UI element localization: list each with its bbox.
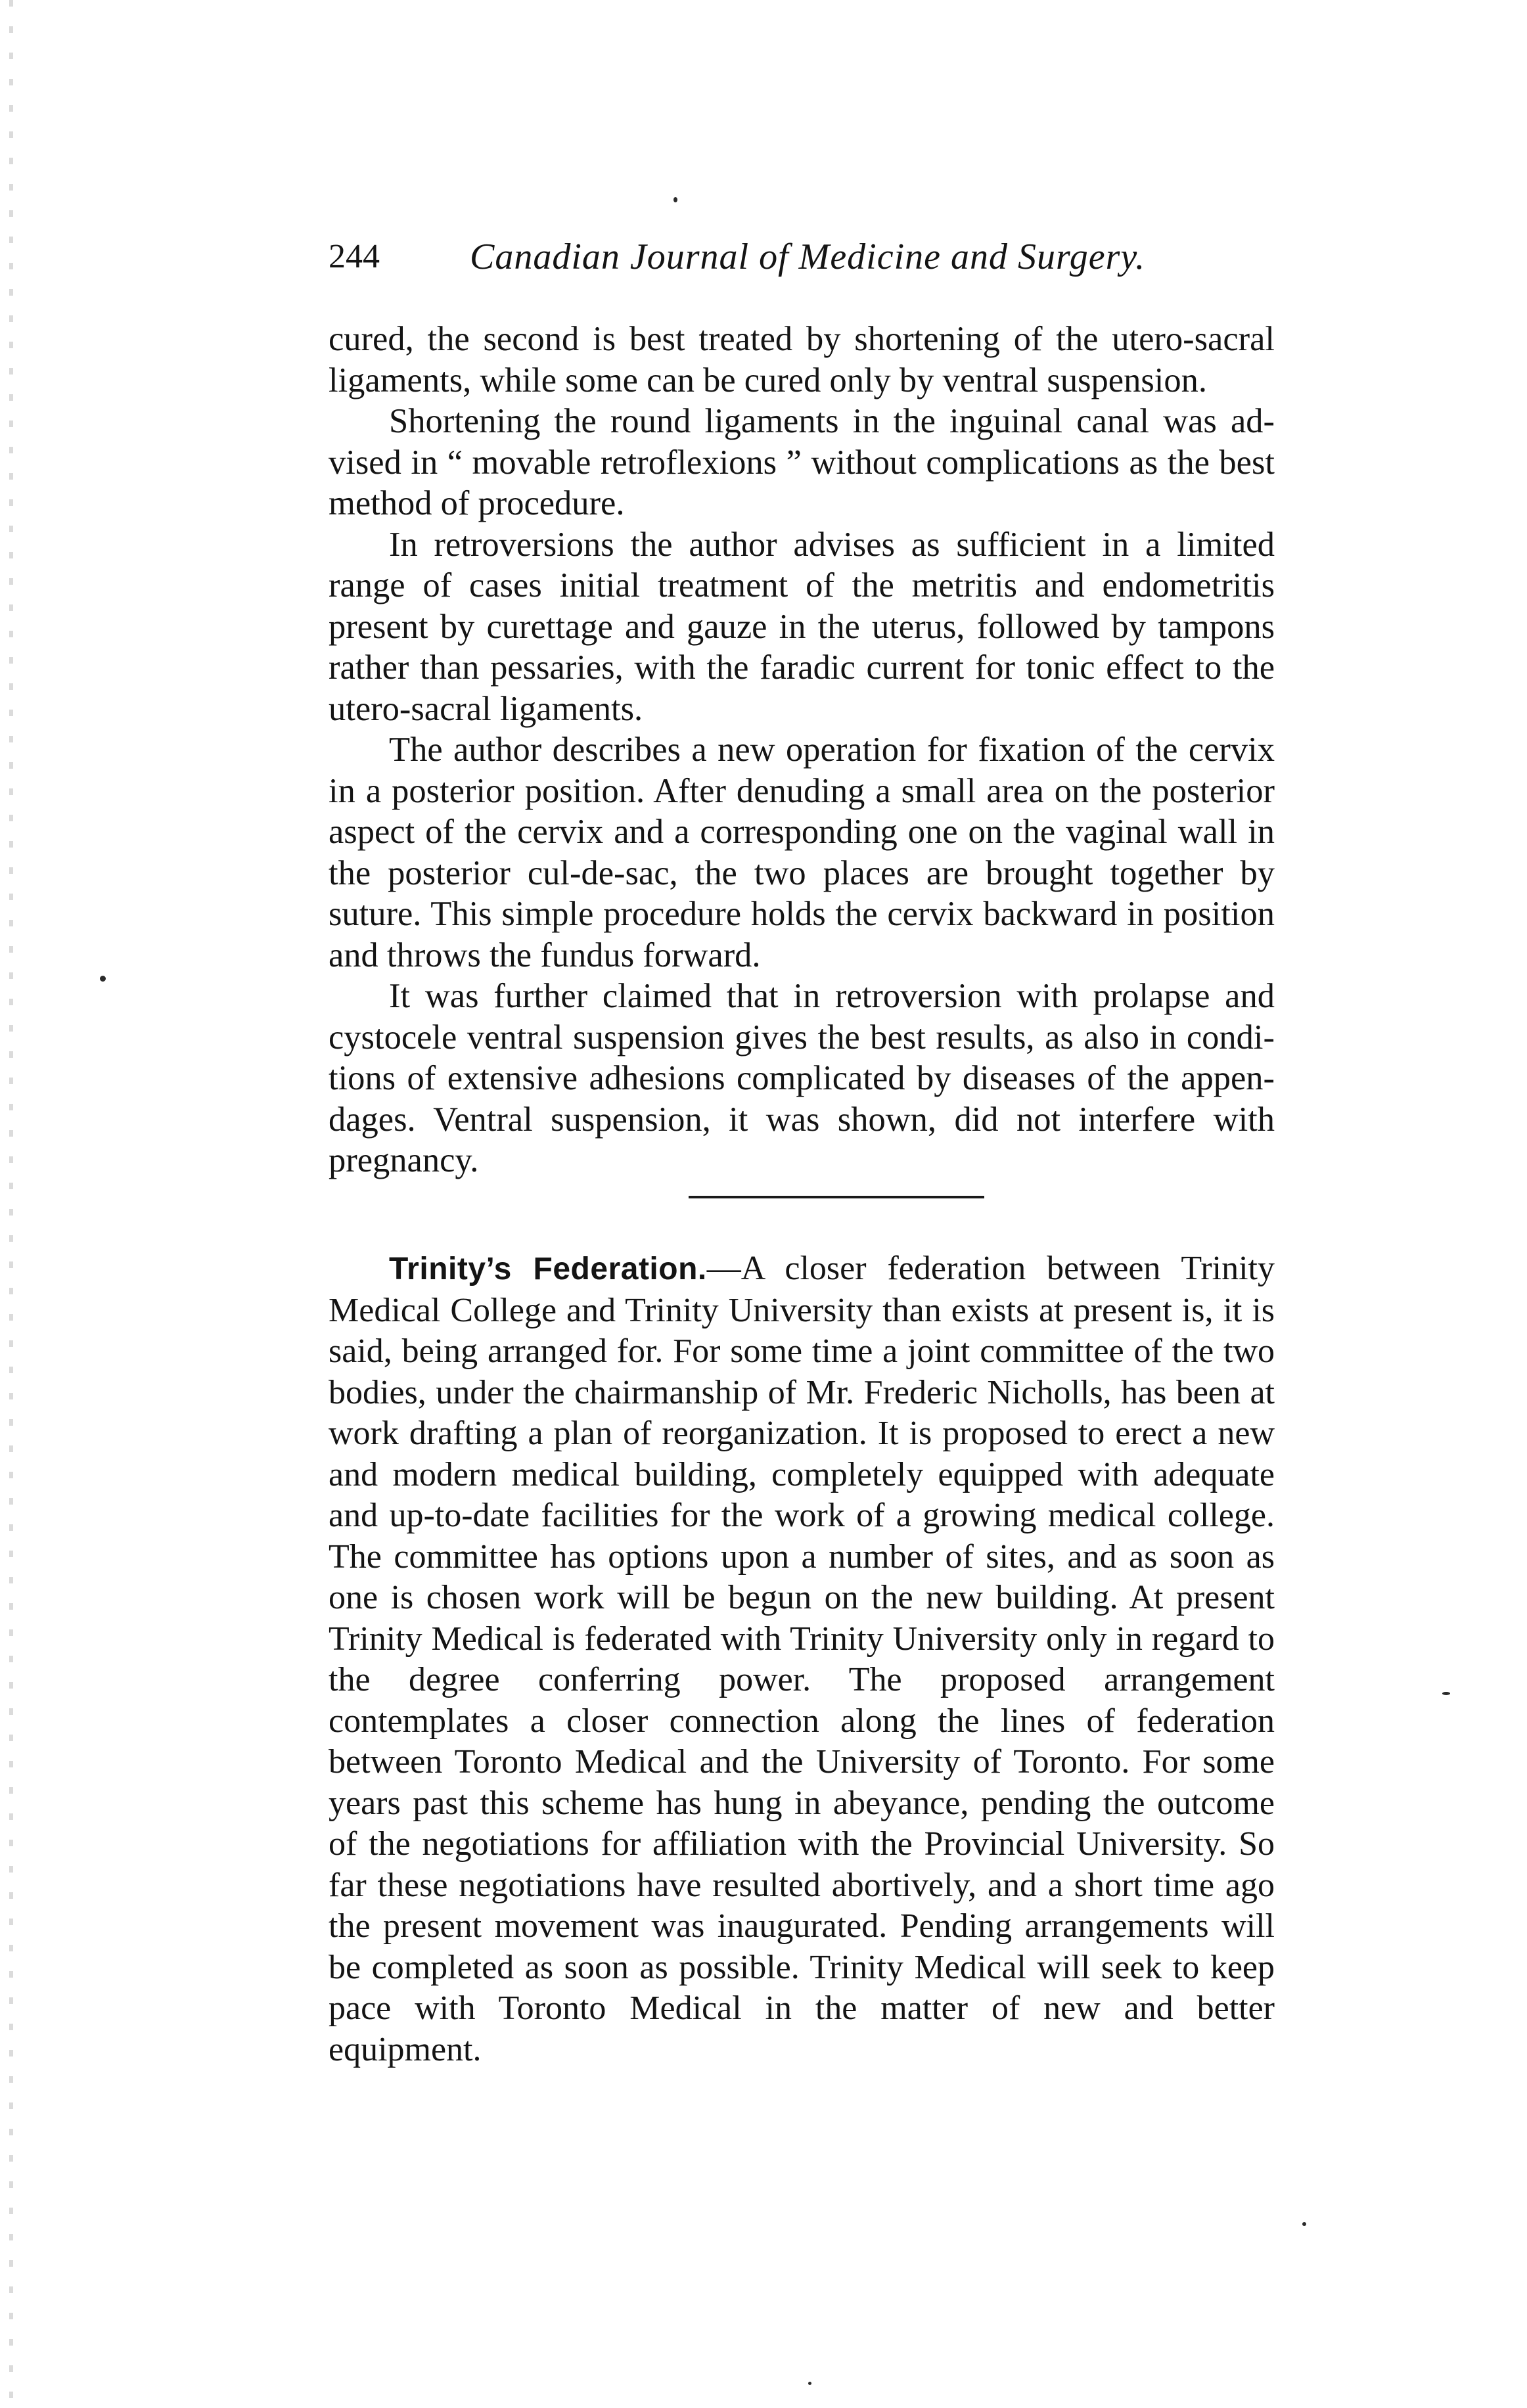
paragraph: cured, the second is best treated by shortening of the utero-sacral ligaments, while some can be cured only by ventral suspension. [329, 320, 1275, 399]
heading-dash: — [706, 1250, 741, 1287]
ink-speck [673, 197, 677, 202]
news-paragraph [329, 1248, 1275, 2070]
news-heading: Trinity’s Federation. [389, 1252, 707, 1286]
ink-speck [100, 976, 106, 982]
news-body: A closer federation between Trinity Medical College and Trinity University than exists at present is, it is said, being arranged for. For some time a joint committee of the two bodies, under the chairmanship of Mr. Frederic Nicholls, has been at work drafting a plan of reorganization. It is proposed to erect a new and modern medical building, completely equipped with adequate and up-to-date facilities for the work of a growing medical college. The committee has options upon a number of sites, and as soon as one is chosen work will be begun on the new building. At present Trinity Medical is federated with Trinity University only in regard to the degree conferring power. The proposed arrangement contemplates a closer connection along the lines of federation between Toronto Medical and the University of Toronto. For some years past this scheme has hung in abeyance, pending the outcome of the negotiations for affiliation with the Provincial University. So far these negotiations have resulted abortively, and a short time ago the present movement was inaugurated. Pending arrangements will be completed as soon as possible. Trinity Medical will seek to keep pace with Toronto Medical in the matter of new and better equipment. [329, 1250, 1275, 2068]
ink-speck [808, 2382, 811, 2385]
news-item [329, 1248, 1275, 2070]
page-number: 244 [329, 238, 380, 275]
article-continuation [329, 319, 1275, 1181]
paragraph: It was further claimed that in retroversion with prolapse and cystocele ventral suspension gives the best results, as also in conditions of extensive adhesions complicated by diseases of the appendages. Ventral suspension, it was shown, did not interfere with pregnancy. [329, 977, 1275, 1179]
journal-title: Canadian Journal of Medicine and Surgery. [470, 237, 1146, 277]
scan-margin-artifact [9, 0, 13, 2408]
running-header [329, 233, 1288, 286]
paragraph: Shortening the round ligaments in the inguinal canal was advised in “ movable retroflexions ” without complications as the best method of procedure. [329, 402, 1275, 522]
ink-speck [1442, 1692, 1450, 1695]
paragraph: The author describes a new operation for fixation of the cervix in a posterior position. After denuding a small area on the posterior aspect of the cervix and a corresponding one on the vaginal wall in the posterior cul-de-sac, the two places are brought together by suture. This simple procedure holds the cervix backward in position and throws the fundus forward. [329, 731, 1275, 974]
paragraph: In retroversions the author advises as sufficient in a limited range of cases initial treatment of the metritis and endometritis present by curettage and gauze in the uterus, followed by tampons rather than pessaries, with the faradic current for tonic effect to the utero-sacral ligaments. [329, 525, 1275, 728]
section-divider [689, 1196, 984, 1198]
ink-speck [1302, 2222, 1306, 2226]
